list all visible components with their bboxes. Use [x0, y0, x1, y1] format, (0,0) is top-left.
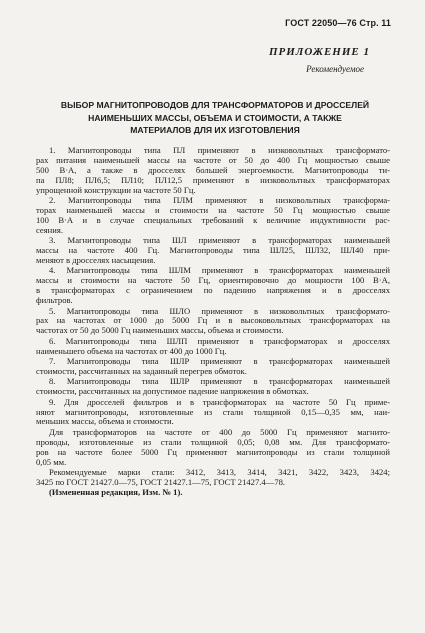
title-line: НАИМЕНЬШИХ МАССЫ, ОБЪЕМА И СТОИМОСТИ, А ТАКЖЕ [88, 112, 342, 123]
text-line: сеяния. [36, 225, 63, 235]
text-line: упрощенной конструкции на частоте 50 Гц. [36, 185, 196, 195]
text-line: 6. Магнитопроводы типа ШЛП применяют в трансформаторах и дросселях [49, 336, 390, 346]
text-line: ров на частоте более 5000 Гц применяют магнитопроводы из стали толщиной [36, 447, 390, 457]
text-line: 4. Магнитопроводы типа ШЛМ применяют в трансформаторах наименьшей [49, 266, 390, 276]
text-line: проводы, изготовленные из стали толщиной 0,05; 0,08 мм. Для трансформато- [36, 437, 390, 447]
text-line: в трансформаторах с ограничением по падению напряжения и в дросселях [36, 286, 390, 296]
text-line: Рекомендуемые марки стали: 3412, 3413, 3414, 3421, 3422, 3423, 3424; [49, 468, 390, 477]
page-header: ГОСТ 22050—76 Стр. 11 [285, 18, 391, 28]
text-line: стоимости, рассчитанных на допустимое падение напряжения в обмотках. [36, 387, 309, 397]
text-line: 0,05 мм. [36, 457, 67, 467]
text-line: 3. Магнитопроводы типа ШЛ применяют в трансформаторах наименьшей [49, 236, 390, 246]
text-line: частотах от 50 до 5000 Гц наименьших массы, объема и стоимости. [36, 326, 284, 336]
text-line: 100 В·А и в случае специальных требований к величине индуктивности рас- [36, 215, 390, 225]
text-line: 5. Магнитопроводы типа ШЛО применяют в низковольтных трансформато- [49, 306, 390, 316]
text-line: няют магнитопроводы, изготовленные из стали толщиной 0,15—0,35 мм, наи- [36, 407, 390, 417]
text-line: наименьшего объема на частотах от 400 до 1000 Гц. [36, 346, 227, 356]
text-line: 8. Магнитопроводы типа ШЛР применяют в трансформаторах наименьшей [49, 377, 390, 387]
text-line: 500 В·А, а также в дросселях большей энергоемкости. Магнитопроводы ти- [36, 165, 390, 175]
text-line: стоимости, рассчитанных на заданный перегрев обмоток. [36, 366, 247, 376]
amendment-note: (Измененная редакция, Изм. № 1). [49, 487, 183, 497]
text-line: 2. Магнитопроводы типа ПЛМ применяют в низковольтных трансформа- [49, 196, 390, 206]
text-line: па ПЛ8; ПЛ6,5; ПЛ10; ПЛ12,5 применяют в низковольтных трансформаторах [36, 175, 390, 185]
text-line: рах на частотах от 1000 до 5000 Гц и в высоковольтных трансформаторах на [36, 316, 390, 326]
text-line: Для трансформаторов на частоте от 400 до 5000 Гц применяют магнито- [49, 427, 390, 437]
appendix-status: Рекомендуемое [306, 64, 364, 74]
body-text [36, 146, 390, 498]
appendix-label: ПРИЛОЖЕНИЕ 1 [268, 46, 370, 58]
text-line: массы и стоимости на частоте 50 Гц, ориентировочно до мощности 100 В·А, [36, 276, 390, 286]
section-title [42, 99, 388, 137]
text-line: 9. Для дросселей фильтров и в трансформаторах на частоте 50 Гц приме- [49, 397, 390, 407]
text-line: 7. Магнитопроводы типа ШЛР применяют в трансформаторах наименьшей [49, 357, 390, 367]
text-line: 3425 по ГОСТ 21427.0—75, ГОСТ 21427.1—75, ГОСТ 21427.4—78. [36, 477, 286, 487]
title-line: ВЫБОР МАГНИТОПРОВОДОВ ДЛЯ ТРАНСФОРМАТОРОВ И ДРОССЕЛЕЙ [60, 100, 370, 110]
text-line: меняют в дросселях насыщения. [36, 255, 156, 265]
text-line: меньших массы, объема и стоимости. [36, 417, 174, 427]
text-line: массы на частоте 400 Гц. Магнитопроводы типа ШЛ25, ШЛ32, ШЛ40 при- [36, 246, 390, 256]
title-line: МАТЕРИАЛОВ ДЛЯ ИХ ИЗГОТОВЛЕНИЯ [130, 125, 300, 135]
text-line: фильтров. [36, 296, 73, 306]
text-line: рах питания наименьшей массы на частоте от 50 до 400 Гц мощностью свыше [36, 155, 390, 165]
text-line: 1. Магнитопроводы типа ПЛ применяют в низковольтных трансформато- [49, 146, 390, 155]
text-line: торах наименьшей массы и стоимости на частоте 50 Гц мощностью свыше [36, 205, 390, 215]
